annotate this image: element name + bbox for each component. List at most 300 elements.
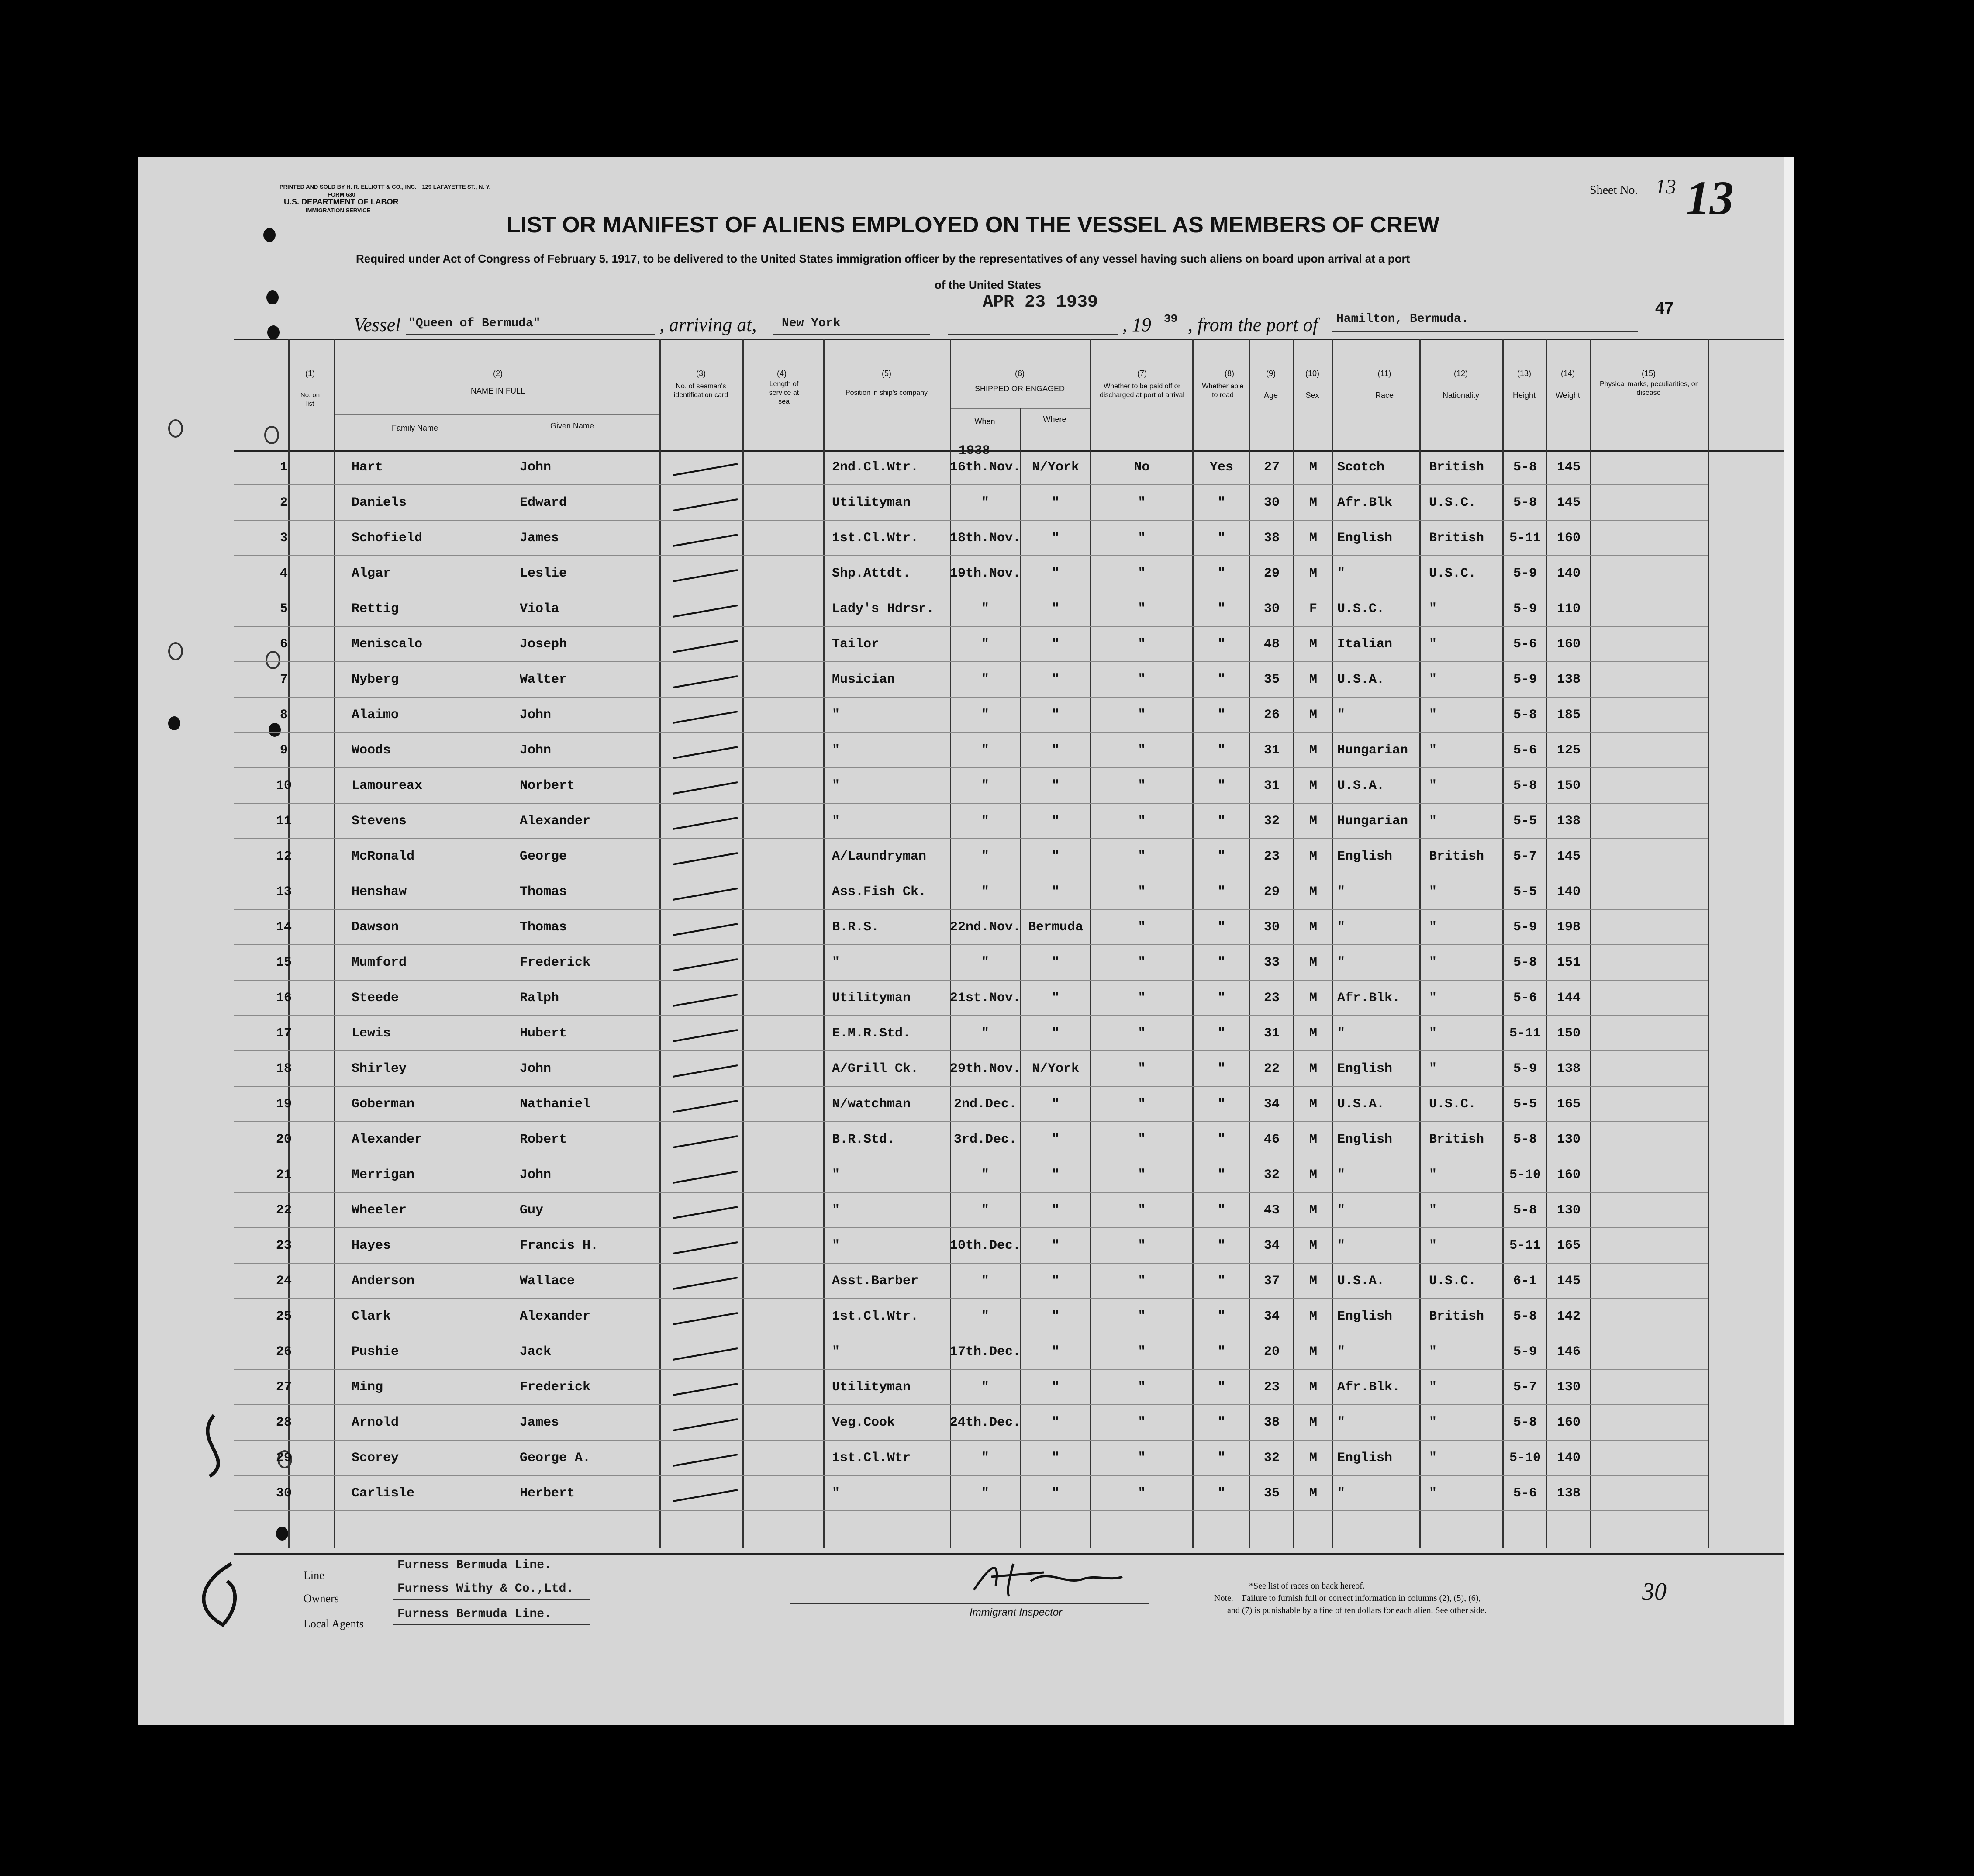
pen-tick-mark [673, 1489, 738, 1502]
shipped-when: 17th.Dec. [950, 1334, 1021, 1369]
paid-off: " [1091, 1122, 1193, 1157]
year-value: 39 [1164, 312, 1178, 325]
col6b-label: Where [1043, 415, 1066, 424]
weight: 138 [1547, 1475, 1591, 1511]
physical-marks [1591, 1334, 1708, 1369]
shipped-where: " [1021, 768, 1091, 803]
table-row [234, 839, 1708, 874]
physical-marks [1591, 768, 1708, 803]
row-number: 17 [234, 1016, 334, 1051]
age: 23 [1250, 1369, 1294, 1405]
position: E.M.R.Std. [823, 1016, 950, 1051]
able-to-read: " [1193, 662, 1250, 697]
sex: M [1294, 803, 1333, 839]
physical-marks [1591, 1192, 1708, 1228]
family-name: Scorey [334, 1440, 502, 1475]
able-to-read: " [1193, 1475, 1250, 1511]
nationality: " [1420, 945, 1503, 980]
row-number: 24 [234, 1263, 334, 1299]
sex: M [1294, 1086, 1333, 1122]
col2a-label: Family Name [391, 424, 438, 432]
punch-hole [168, 642, 183, 660]
nationality: " [1420, 697, 1503, 732]
physical-marks [1591, 1263, 1708, 1299]
paid-off: " [1091, 732, 1193, 768]
family-name: Anderson [334, 1263, 502, 1299]
table-row [234, 520, 1708, 556]
height: 5-8 [1503, 945, 1547, 980]
id-card-tick [659, 1263, 742, 1299]
shipped-where: " [1021, 1192, 1091, 1228]
family-name: Clark [334, 1299, 502, 1334]
owners-value: Furness Withy & Co.,Ltd. [397, 1582, 574, 1596]
id-card-tick [659, 768, 742, 803]
sex: M [1294, 1192, 1333, 1228]
weight: 144 [1547, 980, 1591, 1016]
height: 5-9 [1503, 909, 1547, 945]
year-above-rows: 1938 [959, 443, 990, 458]
family-name: Dawson [334, 909, 502, 945]
table-row [234, 1192, 1708, 1228]
row-number: 20 [234, 1122, 334, 1157]
family-name: Meniscalo [334, 626, 502, 662]
shipped-when: " [950, 839, 1021, 874]
paid-off: " [1091, 1016, 1193, 1051]
position: " [823, 732, 950, 768]
pen-tick-mark [673, 746, 738, 759]
year-label: , 19 [1122, 314, 1151, 335]
pen-tick-mark [673, 1418, 738, 1431]
nationality: " [1420, 732, 1503, 768]
weight: 145 [1547, 450, 1591, 485]
pen-tick-mark [673, 463, 738, 476]
col9-number: (9) [1266, 369, 1276, 378]
family-name: Rettig [334, 591, 502, 626]
able-to-read: Yes [1193, 450, 1250, 485]
shipped-when: " [950, 662, 1021, 697]
id-card-tick [659, 945, 742, 980]
paid-off: " [1091, 980, 1193, 1016]
shipped-when: 22nd.Nov. [950, 909, 1021, 945]
nationality: British [1420, 450, 1503, 485]
shipped-when: 19th.Nov. [950, 556, 1021, 591]
page-number: 47 [1655, 299, 1674, 318]
nationality: " [1420, 1440, 1503, 1475]
fine-note-2: and (7) is punishable by a fine of ten dollars for each alien. See other side. [1227, 1606, 1487, 1615]
id-card-tick [659, 1334, 742, 1369]
shipped-where: " [1021, 697, 1091, 732]
nationality: British [1420, 839, 1503, 874]
physical-marks [1591, 839, 1708, 874]
given-name: George A. [502, 1440, 659, 1475]
physical-marks [1591, 1475, 1708, 1511]
paid-off: " [1091, 1405, 1193, 1440]
table-row [234, 450, 1708, 485]
weight: 130 [1547, 1122, 1591, 1157]
height: 5-6 [1503, 732, 1547, 768]
arriving-port: New York [782, 317, 841, 330]
weight: 140 [1547, 556, 1591, 591]
family-name: Lamoureax [334, 768, 502, 803]
sex: M [1294, 450, 1333, 485]
height: 5-6 [1503, 980, 1547, 1016]
weight: 145 [1547, 839, 1591, 874]
paid-off: " [1091, 520, 1193, 556]
physical-marks [1591, 803, 1708, 839]
shipped-when: " [950, 1157, 1021, 1192]
weight: 138 [1547, 1051, 1591, 1086]
col1-label: No. on list [300, 391, 320, 408]
shipped-when: " [950, 1299, 1021, 1334]
age: 22 [1250, 1051, 1294, 1086]
nationality: " [1420, 662, 1503, 697]
able-to-read: " [1193, 556, 1250, 591]
race: " [1333, 945, 1420, 980]
position: " [823, 945, 950, 980]
family-name: Shirley [334, 1051, 502, 1086]
given-name: Walter [502, 662, 659, 697]
shipped-when: " [950, 768, 1021, 803]
paid-off: " [1091, 662, 1193, 697]
table-row [234, 980, 1708, 1016]
able-to-read: " [1193, 1051, 1250, 1086]
row-number: 5 [234, 591, 334, 626]
physical-marks [1591, 1016, 1708, 1051]
sex: M [1294, 1122, 1333, 1157]
race: U.S.A. [1333, 768, 1420, 803]
given-name: Alexander [502, 803, 659, 839]
table-row [234, 1405, 1708, 1440]
agents-value: Furness Bermuda Line. [397, 1607, 552, 1621]
service-length [742, 1157, 823, 1192]
family-name: Henshaw [334, 874, 502, 909]
id-card-tick [659, 1405, 742, 1440]
table-row [234, 662, 1708, 697]
age: 32 [1250, 1157, 1294, 1192]
family-name: Wheeler [334, 1192, 502, 1228]
given-name: Herbert [502, 1475, 659, 1511]
age: 30 [1250, 909, 1294, 945]
shipped-when: " [950, 1192, 1021, 1228]
pen-tick-mark [673, 994, 738, 1007]
id-card-tick [659, 662, 742, 697]
pen-tick-mark [673, 1100, 738, 1113]
row-number: 10 [234, 768, 334, 803]
pen-tick-mark [673, 534, 738, 547]
sex: M [1294, 1299, 1333, 1334]
form-number: FORM 630 [328, 191, 355, 198]
col13-label: Height [1512, 391, 1536, 400]
shipped-where: " [1021, 1299, 1091, 1334]
service-length [742, 945, 823, 980]
nationality: U.S.C. [1420, 556, 1503, 591]
table-row [234, 803, 1708, 839]
weight: 160 [1547, 1157, 1591, 1192]
pen-tick-mark [673, 1277, 738, 1290]
shipped-where: " [1021, 803, 1091, 839]
weight: 130 [1547, 1369, 1591, 1405]
table-row [234, 697, 1708, 732]
from-label: , from the port of [1188, 314, 1318, 335]
age: 27 [1250, 450, 1294, 485]
position: Utilityman [823, 1369, 950, 1405]
sex: M [1294, 732, 1333, 768]
shipped-when: " [950, 1475, 1021, 1511]
paid-off: " [1091, 1228, 1193, 1263]
race: " [1333, 909, 1420, 945]
weight: 110 [1547, 591, 1591, 626]
pen-tick-mark [673, 958, 738, 971]
height: 5-8 [1503, 1122, 1547, 1157]
col7-label: Whether to be paid off or discharged at port of arrival [1100, 383, 1184, 399]
table-row [234, 1157, 1708, 1192]
line-value: Furness Bermuda Line. [397, 1558, 552, 1572]
row-number: 15 [234, 945, 334, 980]
race: U.S.A. [1333, 662, 1420, 697]
pen-tick-mark [673, 640, 738, 653]
physical-marks [1591, 662, 1708, 697]
age: 29 [1250, 556, 1294, 591]
weight: 140 [1547, 874, 1591, 909]
row-number: 12 [234, 839, 334, 874]
position: Utilityman [823, 980, 950, 1016]
paid-off: " [1091, 485, 1193, 520]
id-card-tick [659, 556, 742, 591]
from-port: Hamilton, Bermuda. [1336, 312, 1469, 326]
sex: M [1294, 768, 1333, 803]
given-name: James [502, 1405, 659, 1440]
row-number: 27 [234, 1369, 334, 1405]
given-name: Guy [502, 1192, 659, 1228]
given-name: George [502, 839, 659, 874]
row-number: 8 [234, 697, 334, 732]
given-name: Edward [502, 485, 659, 520]
sex: M [1294, 839, 1333, 874]
sex: M [1294, 626, 1333, 662]
position: " [823, 697, 950, 732]
race: English [1333, 1051, 1420, 1086]
shipped-when: " [950, 1016, 1021, 1051]
id-card-tick [659, 1475, 742, 1511]
paid-off: " [1091, 1192, 1193, 1228]
service-length [742, 980, 823, 1016]
row-number: 2 [234, 485, 334, 520]
col15-label: Physical marks, peculiarities, or disease [1599, 380, 1698, 397]
punch-hole [168, 419, 183, 438]
row-number: 4 [234, 556, 334, 591]
col14-label: Weight [1556, 391, 1580, 400]
physical-marks [1591, 556, 1708, 591]
shipped-when: " [950, 1263, 1021, 1299]
family-name: Merrigan [334, 1157, 502, 1192]
owners-label: Owners [304, 1592, 339, 1605]
family-name: Alaimo [334, 697, 502, 732]
shipped-when: 10th.Dec. [950, 1228, 1021, 1263]
punch-hole [264, 426, 279, 444]
position: " [823, 1228, 950, 1263]
pen-tick-mark [673, 498, 738, 511]
table-row [234, 1016, 1708, 1051]
given-name: Frederick [502, 945, 659, 980]
service-length [742, 1122, 823, 1157]
given-name: Frederick [502, 1369, 659, 1405]
sex: M [1294, 1369, 1333, 1405]
family-name: Hart [334, 450, 502, 485]
shipped-where: " [1021, 1405, 1091, 1440]
service-length [742, 1051, 823, 1086]
height: 5-7 [1503, 839, 1547, 874]
shipped-where: " [1021, 732, 1091, 768]
table-row [234, 1475, 1708, 1511]
sex: F [1294, 591, 1333, 626]
sex: M [1294, 945, 1333, 980]
position: Tailor [823, 626, 950, 662]
shipped-when: " [950, 1440, 1021, 1475]
id-card-tick [659, 732, 742, 768]
weight: 138 [1547, 662, 1591, 697]
col6-number: (6) [1015, 369, 1025, 378]
punch-hole [276, 1527, 288, 1541]
service-length [742, 662, 823, 697]
pen-tick-mark [673, 1454, 738, 1467]
nationality: " [1420, 626, 1503, 662]
pen-tick-mark [673, 711, 738, 724]
height: 5-9 [1503, 662, 1547, 697]
service-length [742, 1299, 823, 1334]
sex: M [1294, 874, 1333, 909]
col8-number: (8) [1225, 369, 1234, 378]
paid-off: " [1091, 591, 1193, 626]
sheet-handwritten: 13 [1686, 171, 1734, 225]
pen-tick-mark [673, 781, 738, 795]
id-card-tick [659, 1369, 742, 1405]
shipped-when: 21st.Nov. [950, 980, 1021, 1016]
shipped-where: " [1021, 1016, 1091, 1051]
race: Afr.Blk [1333, 485, 1420, 520]
physical-marks [1591, 626, 1708, 662]
row-number: 29 [234, 1440, 334, 1475]
able-to-read: " [1193, 1405, 1250, 1440]
race: " [1333, 1405, 1420, 1440]
nationality: " [1420, 1228, 1503, 1263]
id-card-tick [659, 485, 742, 520]
row-number: 25 [234, 1299, 334, 1334]
nationality: " [1420, 591, 1503, 626]
race: " [1333, 1192, 1420, 1228]
race: " [1333, 1016, 1420, 1051]
height: 5-8 [1503, 697, 1547, 732]
form-subtitle: Required under Act of Congress of February 5, 1917, to be delivered to the United States immigration officer by the representatives of any vessel having such aliens on board upon arrival at a port [356, 252, 1410, 265]
paid-off: No [1091, 450, 1193, 485]
able-to-read: " [1193, 768, 1250, 803]
race: " [1333, 697, 1420, 732]
nationality: " [1420, 1157, 1503, 1192]
height: 5-11 [1503, 520, 1547, 556]
pen-tick-mark [673, 1347, 738, 1361]
height: 5-9 [1503, 556, 1547, 591]
given-name: Jack [502, 1334, 659, 1369]
given-name: John [502, 1051, 659, 1086]
shipped-when: " [950, 697, 1021, 732]
given-name: Thomas [502, 874, 659, 909]
position: Asst.Barber [823, 1263, 950, 1299]
paid-off: " [1091, 626, 1193, 662]
shipped-where: " [1021, 1263, 1091, 1299]
position: Musician [823, 662, 950, 697]
family-name: Goberman [334, 1086, 502, 1122]
race: " [1333, 1228, 1420, 1263]
physical-marks [1591, 1369, 1708, 1405]
nationality: " [1420, 909, 1503, 945]
service-length [742, 874, 823, 909]
given-name: Thomas [502, 909, 659, 945]
id-card-tick [659, 626, 742, 662]
fine-note-1: Note.—Failure to furnish full or correct information in columns (2), (5), (6), [1214, 1593, 1481, 1603]
paid-off: " [1091, 945, 1193, 980]
table-row [234, 909, 1708, 945]
shipped-when: 24th.Dec. [950, 1405, 1021, 1440]
height: 5-8 [1503, 1405, 1547, 1440]
race: " [1333, 1157, 1420, 1192]
given-name: John [502, 450, 659, 485]
punch-hole [263, 228, 276, 242]
shipped-where: " [1021, 1475, 1091, 1511]
col4-label: Length of service at sea [769, 380, 799, 405]
physical-marks [1591, 1299, 1708, 1334]
table-row [234, 485, 1708, 520]
shipped-when: " [950, 874, 1021, 909]
physical-marks [1591, 874, 1708, 909]
age: 46 [1250, 1122, 1294, 1157]
paid-off: " [1091, 556, 1193, 591]
given-name: Joseph [502, 626, 659, 662]
age: 38 [1250, 520, 1294, 556]
service-length [742, 768, 823, 803]
family-name: Hayes [334, 1228, 502, 1263]
sex: M [1294, 662, 1333, 697]
shipped-where: " [1021, 1157, 1091, 1192]
col6-label: SHIPPED OR ENGAGED [974, 384, 1065, 393]
shipped-when: 3rd.Dec. [950, 1122, 1021, 1157]
family-name: Nyberg [334, 662, 502, 697]
weight: 160 [1547, 520, 1591, 556]
position: " [823, 1192, 950, 1228]
col5-label: Position in ship's company [845, 389, 928, 397]
printer-line: PRINTED AND SOLD BY H. R. ELLIOTT & CO., INC.—129 LAFAYETTE ST., N. Y. [280, 183, 491, 190]
height: 5-8 [1503, 485, 1547, 520]
height: 5-8 [1503, 1299, 1547, 1334]
nationality: U.S.C. [1420, 1263, 1503, 1299]
shipped-when: " [950, 626, 1021, 662]
row-number: 26 [234, 1334, 334, 1369]
given-name: Robert [502, 1122, 659, 1157]
family-name: Steede [334, 980, 502, 1016]
height: 5-8 [1503, 450, 1547, 485]
col12-label: Nationality [1442, 391, 1480, 400]
col8-label: Whether able to read [1202, 383, 1244, 399]
row-number: 21 [234, 1157, 334, 1192]
sex: M [1294, 980, 1333, 1016]
col2-number: (2) [493, 369, 503, 378]
race: Scotch [1333, 450, 1420, 485]
paid-off: " [1091, 1263, 1193, 1299]
sex: M [1294, 556, 1333, 591]
table-row [234, 768, 1708, 803]
weight: 150 [1547, 768, 1591, 803]
service-length [742, 626, 823, 662]
able-to-read: " [1193, 803, 1250, 839]
pen-tick-mark [673, 1135, 738, 1148]
